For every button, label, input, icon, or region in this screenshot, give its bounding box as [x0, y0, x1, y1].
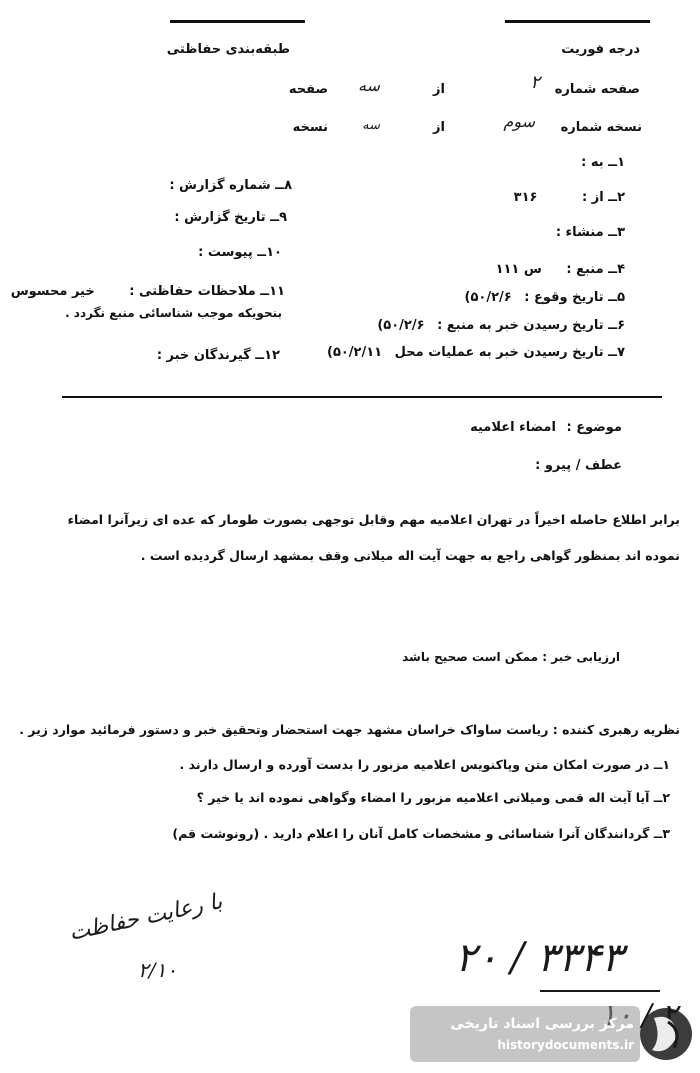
field-ops-receipt-date: ۷ــ تاریخ رسیدن خبر به عملیات محل ۵۰/۲/۱۱) [326, 345, 625, 360]
subject-label: موضوع : [566, 420, 622, 435]
handwritten-file-number: ۳۳۴۳ / ۲۰ [455, 935, 623, 981]
page-total-word: صفحه [288, 82, 328, 97]
copy-of-label: از [433, 120, 445, 135]
page-of-label: از [433, 82, 445, 97]
page-number-handwritten: ۲ [530, 72, 540, 93]
page-number-label: صفحه شماره [554, 82, 640, 97]
classification-label: طبقه‌بندی حفاظتی [166, 42, 290, 57]
copy-number-handwritten: سوم [503, 112, 535, 131]
handwritten-date: ۲/۱۰ [138, 958, 177, 982]
field-to: ۱ــ به : [581, 155, 625, 170]
reference-label: عطف / پیرو : [535, 458, 622, 473]
field-attachment: ۱۰ــ پیوست : [198, 245, 282, 260]
field-source: ۴ــ منبع : س ۱۱۱ [495, 262, 625, 277]
body-line-2: نموده اند بمنظور گواهی راجع به جهت آیت اله میلانی وقف بمشهد ارسال گردیده است . [140, 548, 680, 563]
file-number-underline [540, 990, 660, 992]
copy-total-word: نسخه [292, 120, 328, 135]
field-source-receipt-date: ۶ــ تاریخ رسیدن خبر به منبع : ۵۰/۲/۶) [377, 318, 625, 333]
field-origin: ۳ــ منشاء : [555, 225, 625, 240]
watermark-backdrop [410, 1006, 640, 1062]
page-total-handwritten: سه [358, 76, 380, 95]
instruction-line-1: نظریه رهبری کننده : ریاست ساواک خراسان مشهد جهت استحضار وتحقیق خبر و دستور فرمائید موارد زیر . [19, 722, 680, 737]
watermark-title: مرکز بررسی اسناد تاریخی [450, 1016, 634, 1032]
handwritten-note: با رعایت حفاظت [67, 889, 225, 946]
body-line-1: برابر اطلاع حاصله اخیراً در تهران اعلامیه مهم وقابل توجهی بصورت طومار که عده ای زیرآنرا امضاء [67, 512, 680, 527]
copy-total-handwritten: سه [362, 118, 380, 133]
subject-line [470, 420, 622, 435]
field-event-date: ۵ــ تاریخ وقوع : ۵۰/۲/۶) [464, 290, 625, 305]
watermark-logo-icon [638, 1004, 694, 1064]
instruction-line-4: ۳ــ گردانندگان آنرا شناسائی و مشخصات کامل آنان را اعلام دارید . (رونوشت قم) [172, 826, 670, 841]
copy-number-label: نسخه شماره [560, 120, 642, 135]
handwritten-file-sub: / [641, 998, 652, 1033]
field-report-date: ۹ــ تاریخ گزارش : [174, 210, 287, 225]
top-rule-left [170, 20, 305, 23]
evaluation-line: ارزیابی خبر : ممکن است صحیح باشد [402, 650, 620, 664]
instruction-line-3: ۲ــ آیا آیت اله قمی ومیلانی اعلامیه مزبور را امضاء وگواهی نموده اند یا خیر ؟ [196, 790, 670, 805]
field-recipients: ۱۲ــ گیرندگان خبر : [156, 348, 280, 363]
field-security-notes-cont: بنحویکه موجب شناسائی منبع نگردد . [65, 306, 282, 320]
watermark-url: historydocuments.ir [497, 1038, 634, 1052]
urgency-label: درجه فوریت [561, 42, 640, 57]
top-rule-right [505, 20, 650, 23]
field-security-notes: ۱۱ــ ملاحظات حفاظتی : خیر محسوس [10, 284, 285, 299]
field-from: ۲ــ از : ۳۱۶ [513, 190, 625, 205]
watermark [410, 1002, 696, 1068]
subject-value: امضاء اعلامیه [470, 420, 556, 435]
divider-rule [62, 396, 662, 398]
field-report-number: ۸ــ شماره گزارش : [169, 178, 292, 193]
instruction-line-2: ۱ــ در صورت امکان متن وپاکنویس اعلامیه مزبور را بدست آورده و ارسال دارند . [179, 757, 670, 772]
